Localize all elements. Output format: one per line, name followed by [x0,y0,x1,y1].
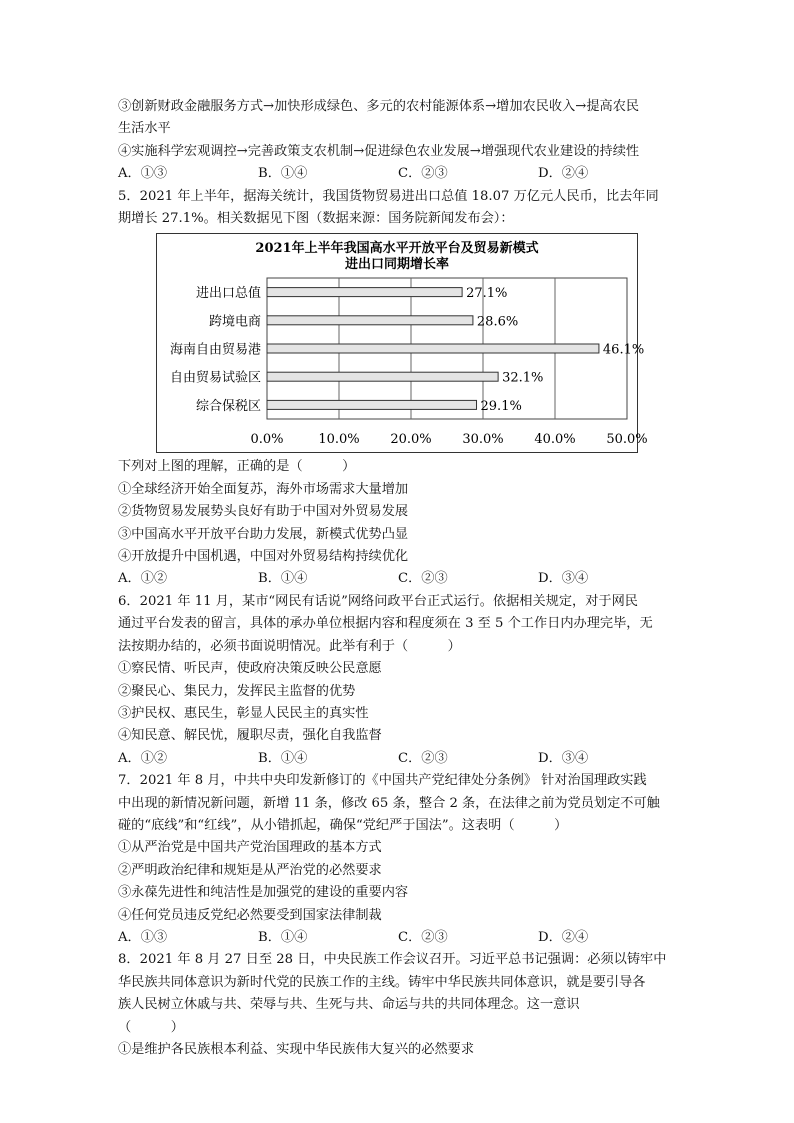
q5-choice-d[interactable]: D．③④ [538,571,589,587]
q4-choice-a[interactable]: A．①③ [118,166,168,182]
q7-choice-b[interactable]: B．①④ [258,929,308,945]
q6-stem-line3: 法按期办结的，必须书面说明情况。此举有利于（ ） [118,638,461,654]
q6-choices [118,748,678,770]
q6-choice-a[interactable]: A．①② [118,750,168,766]
q7-option-1: ①从严治党是中国共产党治国理政的基本方式 [118,840,382,856]
x-tick-label: 20.0% [390,432,432,448]
q5-option-1: ①全球经济开始全面复苏，海外市场需求大量增加 [118,481,409,497]
chart-subtitle: 进出口同期增长率 [344,257,450,273]
category-label: 跨境电商 [208,314,261,330]
x-tick-label: 50.0% [606,432,648,448]
q5-stem-line2: 期增长 27.1%。相关数据见下图（数据来源：国务院新闻发布会）： [118,211,514,227]
growth-rate-chart [156,233,648,453]
q7-stem-line2: 中出现的新情况新问题，新增 11 条，修改 65 条，整合 2 条，在法律之前为党员划定不可触 [118,795,660,811]
category-label: 进出口总值 [195,286,261,302]
q8-stem-line4: （ ） [118,1019,184,1035]
category-label: 综合保税区 [195,399,261,415]
q5-option-2: ②货物贸易发展势头良好有助于中国对外贸易发展 [118,504,409,520]
q7-choice-c[interactable]: C．②③ [398,929,448,945]
q7-choices [118,927,678,949]
q4-option-3-line1: ③创新财政金融服务方式→加快形成绿色、多元的农村能源体系→增加农民收入→提高农民 [118,99,640,114]
x-tick-label: 10.0% [318,432,360,448]
value-label: 46.1% [602,342,645,358]
q5-choices [118,568,678,590]
q6-choice-d[interactable]: D．③④ [538,750,589,766]
q5-question: 下列对上图的理解，正确的是（ ） [118,459,356,475]
exam-page [118,96,678,1061]
x-tick-label: 40.0% [534,432,576,448]
q6-choice-b[interactable]: B．①④ [258,750,308,766]
q5-stem-line1: 5．2021 年上半年，据海关统计，我国货物贸易进出口总值 18.07 万亿元人民币，比去年同 [118,188,659,204]
chart-title: 2021年上半年我国高水平开放平台及贸易新模式 [255,241,539,257]
chart-canvas [157,234,648,452]
q4-choice-d[interactable]: D．②④ [538,166,589,182]
q7-option-3: ③永葆先进性和纯洁性是加强党的建设的重要内容 [118,885,409,901]
bar [267,288,462,297]
q5-option-3: ③中国高水平开放平台助力发展，新模式优势凸显 [118,526,409,542]
value-label: 32.1% [502,371,544,387]
category-label: 自由贸易试验区 [169,371,261,387]
value-label: 27.1% [466,286,508,302]
q6-option-1: ①察民情、听民声，使政府决策反映公民意愿 [118,661,382,677]
q4-choices [118,163,678,185]
q7-option-4: ④任何党员违反党纪必然要受到国家法律制裁 [118,907,382,923]
value-label: 29.1% [480,399,522,415]
q8-stem-line3: 族人民树立休戚与共、荣辱与共、生死与共、命运与共的共同体理念。这一意识 [118,997,580,1013]
q6-option-2: ②聚民心、集民力，发挥民主监督的优势 [118,683,356,699]
q7-stem-line1: 7．2021 年 8 月，中共中央印发新修订的《中国共产党纪律处分条例》 针对治国理政实践 [118,773,647,789]
q5-choice-c[interactable]: C．②③ [398,571,448,587]
q6-stem-line2: 通过平台发表的留言，具体的承办单位根据内容和程度须在 3 至 5 个工作日内办理完毕，无 [118,616,653,632]
q8-option-1: ①是维护各民族根本利益、实现中华民族伟大复兴的必然要求 [118,1042,475,1057]
q7-option-2: ②严明政治纪律和规矩是从严治党的必然要求 [118,862,382,878]
q5-choice-b[interactable]: B．①④ [258,571,308,587]
q4-choice-b[interactable]: B．①④ [258,166,308,182]
q7-choice-d[interactable]: D．②④ [538,929,589,945]
bar [267,373,498,382]
q7-choice-a[interactable]: A．①③ [118,929,168,945]
q6-option-3: ③护民权、惠民生，彰显人民民主的真实性 [118,705,369,721]
x-tick-label: 0.0% [250,432,284,448]
x-tick-label: 30.0% [462,432,504,448]
bar [267,401,477,410]
bar [267,316,473,325]
q8-stem-line1: 8．2021 年 8 月 27 日至 28 日，中央民族工作会议召开。习近平总书记强调：必须以铸牢中 [118,952,667,968]
q4-option-3-line2: 生活水平 [118,121,171,137]
q4-option-4: ④实施科学宏观调控→完善政策支农机制→促进绿色农业发展→增强现代农业建设的持续性 [118,143,640,159]
bar [267,344,599,353]
q6-option-4: ④知民意、解民忧，履职尽责，强化自我监督 [118,728,382,744]
q6-stem-line1: 6．2021 年 11 月，某市“网民有话说”网络问政平台正式运行。依据相关规定，对于网民 [118,593,638,609]
q8-stem-line2: 华民族共同体意识为新时代党的民族工作的主线。铸牢中华民族共同体意识，就是要引导各 [118,974,646,990]
q5-choice-a[interactable]: A．①② [118,571,168,587]
q5-option-4: ④开放提升中国机遇，中国对外贸易结构持续优化 [118,549,409,565]
category-label: 海南自由贸易港 [169,342,261,358]
value-label: 28.6% [476,314,519,330]
q6-choice-c[interactable]: C．②③ [398,750,448,766]
q7-stem-line3: 碰的“底线”和“红线”，从小错抓起，确保“党纪严于国法”。这表明（ ） [118,817,568,833]
q4-choice-c[interactable]: C．②③ [398,166,448,182]
